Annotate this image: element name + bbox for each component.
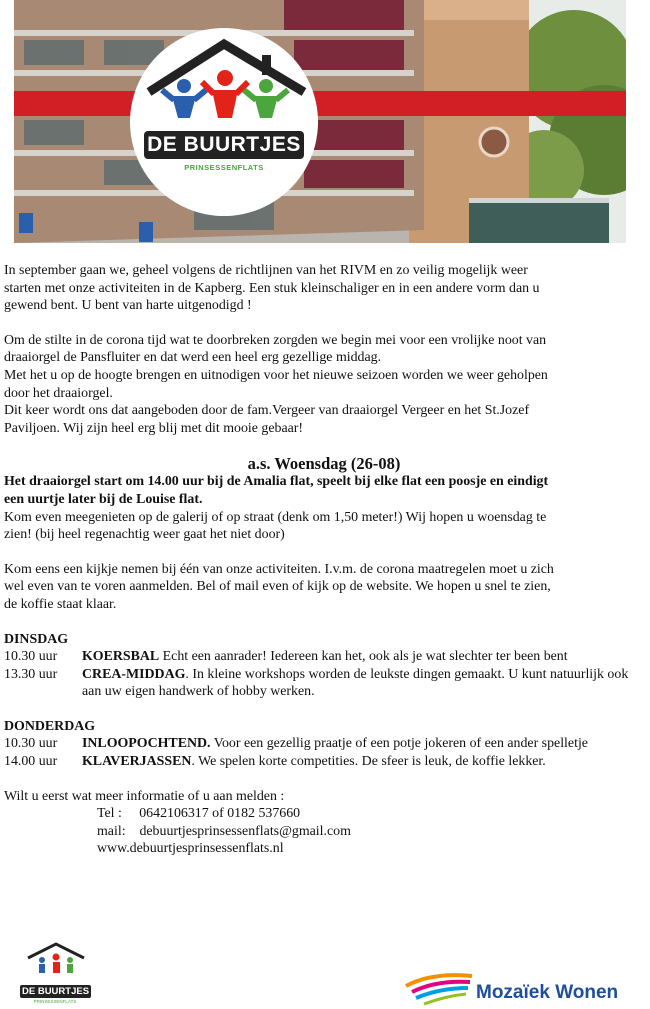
logo-subtitle: PRINSESSENFLATS <box>184 163 264 172</box>
day-heading: DINSDAG <box>4 631 69 647</box>
activity-title: CREA-MIDDAG <box>82 666 186 682</box>
footer-logo-name: DE BUURTJES <box>22 986 90 997</box>
logo-name: DE BUURTJES <box>144 131 304 159</box>
corona-line: Paviljoen. Wij zijn heel erg blij met dit mooie gebaar! <box>4 420 304 436</box>
contact-email[interactable]: mail: debuurtjesprinsessenflats@gmail.com <box>97 823 351 839</box>
corona-line: draaiorgel de Pansfluiter en dat werd een heel erg gezellige middag. <box>4 350 382 366</box>
house-logo-icon <box>20 942 92 976</box>
event-line: Kom even meegenieten op de galerij of op straat (denk om 1,50 meter!) Wij hopen u woensdag te <box>4 509 547 525</box>
activity-title: INLOOPOCHTEND. <box>82 736 211 752</box>
mozaiek-swoosh-icon <box>402 966 474 1006</box>
intro-line: gewend bent. U bent van harte uitgenodigd ! <box>4 298 252 314</box>
partner-name: Mozaïek Wonen <box>476 982 619 1003</box>
header-photo <box>14 0 626 243</box>
mozaiek-wonen-logo <box>402 964 642 1009</box>
schedule-time: 10.30 uur <box>4 736 58 752</box>
event-bold-line: een uurtje later bij de Louise flat. <box>4 491 203 507</box>
schedule-item <box>4 735 644 753</box>
day-heading: DONDERDAG <box>4 718 96 734</box>
schedule-time: 14.00 uur <box>4 754 58 770</box>
activity-title: KLAVERJASSEN <box>82 754 192 770</box>
corona-line: Dit keer wordt ons dat aangeboden door de fam.Vergeer van draaiorgel Vergeer en het St.Jozef <box>4 403 530 419</box>
schedule-time: 13.30 uur <box>4 666 58 682</box>
building-photo <box>14 0 626 243</box>
contact-website[interactable]: www.debuurtjesprinsessenflats.nl <box>97 841 284 857</box>
schedule-item <box>4 753 644 771</box>
footer-logo <box>20 942 92 1004</box>
schedule-item <box>4 666 644 701</box>
schedule-time: 10.30 uur <box>4 649 58 665</box>
schedule-item <box>4 648 644 666</box>
contact-intro: Wilt u eerst wat meer informatie of u aan melden : <box>4 788 285 804</box>
header-logo-text <box>140 131 308 172</box>
activity-text: . We spelen korte competities. De sfeer is leuk, de koffie lekker. <box>191 754 546 770</box>
event-title: a.s. Woensdag (26-08) <box>247 454 401 474</box>
activity-text: . In kleine workshops worden de leukste dingen gemaakt. U kunt natuurlijk ook aan uw eigen handwerk of hobby werken. <box>82 666 629 700</box>
activities-line: wel even van te voren aanmelden. Bel of mail even of kijk op de website. We hopen u snel te zien, <box>4 579 551 595</box>
activity-text: Echt een aanrader! Iedereen kan het, ook als je wat slechter ter been bent <box>159 649 568 665</box>
footer-logo-subtitle: PRINSESSENFLATS <box>33 999 77 1004</box>
intro-line: In september gaan we, geheel volgens de richtlijnen van het RIVM en zo veilig mogelijk weer <box>4 263 528 278</box>
activities-line: Kom eens een kijkje nemen bij één van onze activiteiten. I.v.m. de corona maatregelen moet u zich <box>4 561 554 577</box>
corona-line: Om de stilte in de corona tijd wat te doorbreken zorgden we begin mei voor een vrolijke noot van <box>4 332 547 348</box>
activity-title: KOERSBAL <box>82 649 160 665</box>
activity-text: Voor een gezellig praatje of een potje jokeren of een ander spelletje <box>210 736 588 752</box>
event-bold-line: Het draaiorgel start om 14.00 uur bij de Amalia flat, speelt bij elke flat een poosje en eindigt <box>4 474 549 490</box>
corona-line: door het draaiorgel. <box>4 385 113 401</box>
corona-line: Met het u op de hoogte brengen en uitnodigen voor het nieuwe seizoen worden we weer geholpen <box>4 367 548 383</box>
letter-body <box>4 262 644 858</box>
intro-line: starten met onze activiteiten in de Kapberg. Een stuk kleinschaliger en in een andere vorm dan u <box>4 280 540 296</box>
contact-phone: Tel : 0642106317 of 0182 537660 <box>97 806 301 822</box>
activities-line: de koffie staat klaar. <box>4 596 117 612</box>
event-line: zien! (bij heel regenachtig weer gaat het niet door) <box>4 527 285 543</box>
